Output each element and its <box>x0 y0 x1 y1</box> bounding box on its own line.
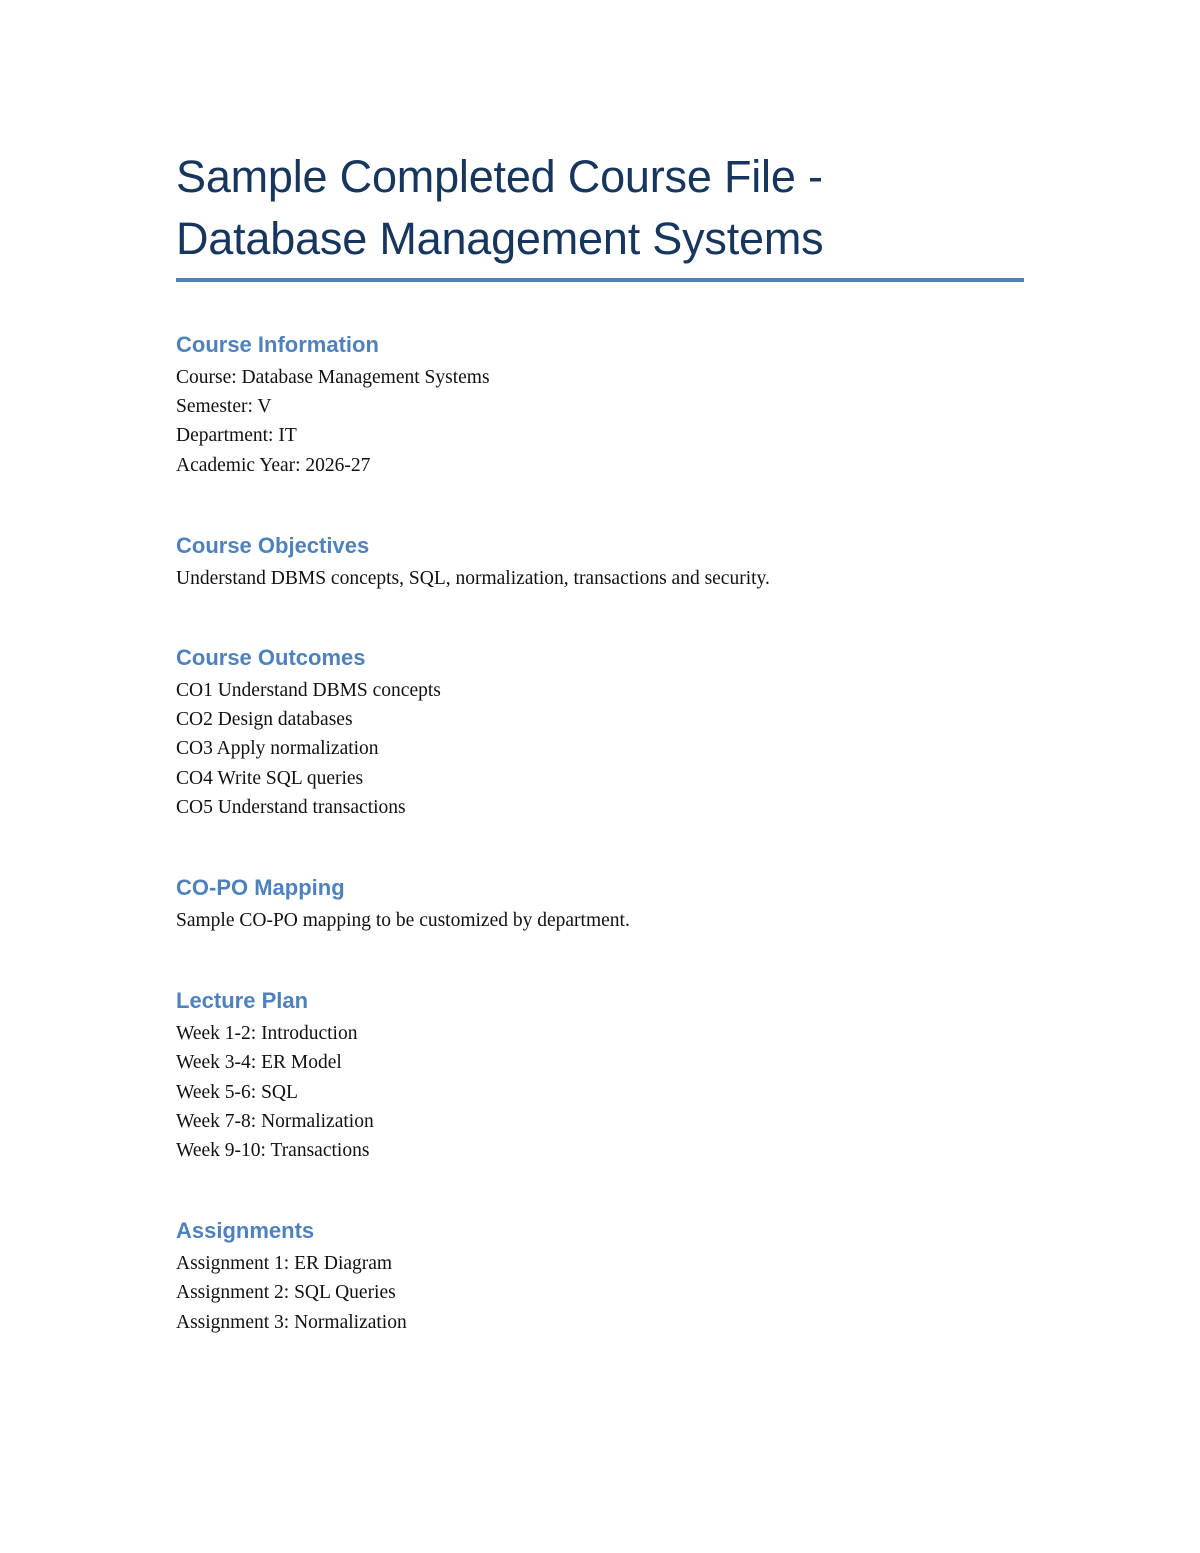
section-lines <box>176 564 1026 593</box>
assignment-line: Assignment 3: Normalization <box>176 1311 407 1333</box>
lecture-week-line: Week 1-2: Introduction <box>176 1023 358 1045</box>
mapping-line: Sample CO-PO mapping to be customized by department. <box>176 910 630 932</box>
section-lecture-plan <box>176 986 1026 1165</box>
outcome-line: CO4 Write SQL queries <box>176 767 364 789</box>
section-heading: Course Outcomes <box>176 645 366 671</box>
outcome-line: CO1 Understand DBMS concepts <box>176 680 441 702</box>
assignment-line: Assignment 1: ER Diagram <box>176 1253 393 1275</box>
section-heading: Assignments <box>176 1218 315 1244</box>
section-lines <box>176 676 1026 822</box>
document-title-line-1: Sample Completed Course File - <box>176 151 823 202</box>
section-co-po-mapping <box>176 873 1026 935</box>
lecture-week-line: Week 7-8: Normalization <box>176 1110 374 1132</box>
assignment-line: Assignment 2: SQL Queries <box>176 1282 396 1304</box>
section-course-objectives <box>176 531 1026 593</box>
document-body <box>176 146 1026 1337</box>
section-lines <box>176 1249 1026 1337</box>
section-heading: Course Objectives <box>176 532 370 558</box>
document-title-line-2: Database Management Systems <box>176 213 824 264</box>
document-title <box>176 146 1026 270</box>
objective-line: Understand DBMS concepts, SQL, normalization, transactions and security. <box>176 567 770 589</box>
lecture-week-line: Week 9-10: Transactions <box>176 1140 370 1162</box>
section-heading: CO-PO Mapping <box>176 875 345 901</box>
course-name-line: Course: Database Management Systems <box>176 367 490 388</box>
section-heading: Course Information <box>176 332 379 357</box>
semester-line: Semester: V <box>176 396 272 418</box>
section-lines <box>176 363 1026 480</box>
title-underline <box>176 278 1024 282</box>
section-lines <box>176 1019 1026 1165</box>
lecture-week-line: Week 3-4: ER Model <box>176 1052 342 1074</box>
outcome-line: CO5 Understand transactions <box>176 796 406 818</box>
academic-year-line: Academic Year: 2026-27 <box>176 454 371 476</box>
section-assignments <box>176 1216 1026 1337</box>
section-heading: Lecture Plan <box>176 988 309 1014</box>
lecture-week-line: Week 5-6: SQL <box>176 1081 298 1103</box>
section-course-outcomes <box>176 643 1026 822</box>
section-course-information <box>176 330 1026 480</box>
department-line: Department: IT <box>176 425 297 447</box>
outcome-line: CO2 Design databases <box>176 709 353 731</box>
outcome-line: CO3 Apply normalization <box>176 738 379 760</box>
section-lines <box>176 906 1026 935</box>
